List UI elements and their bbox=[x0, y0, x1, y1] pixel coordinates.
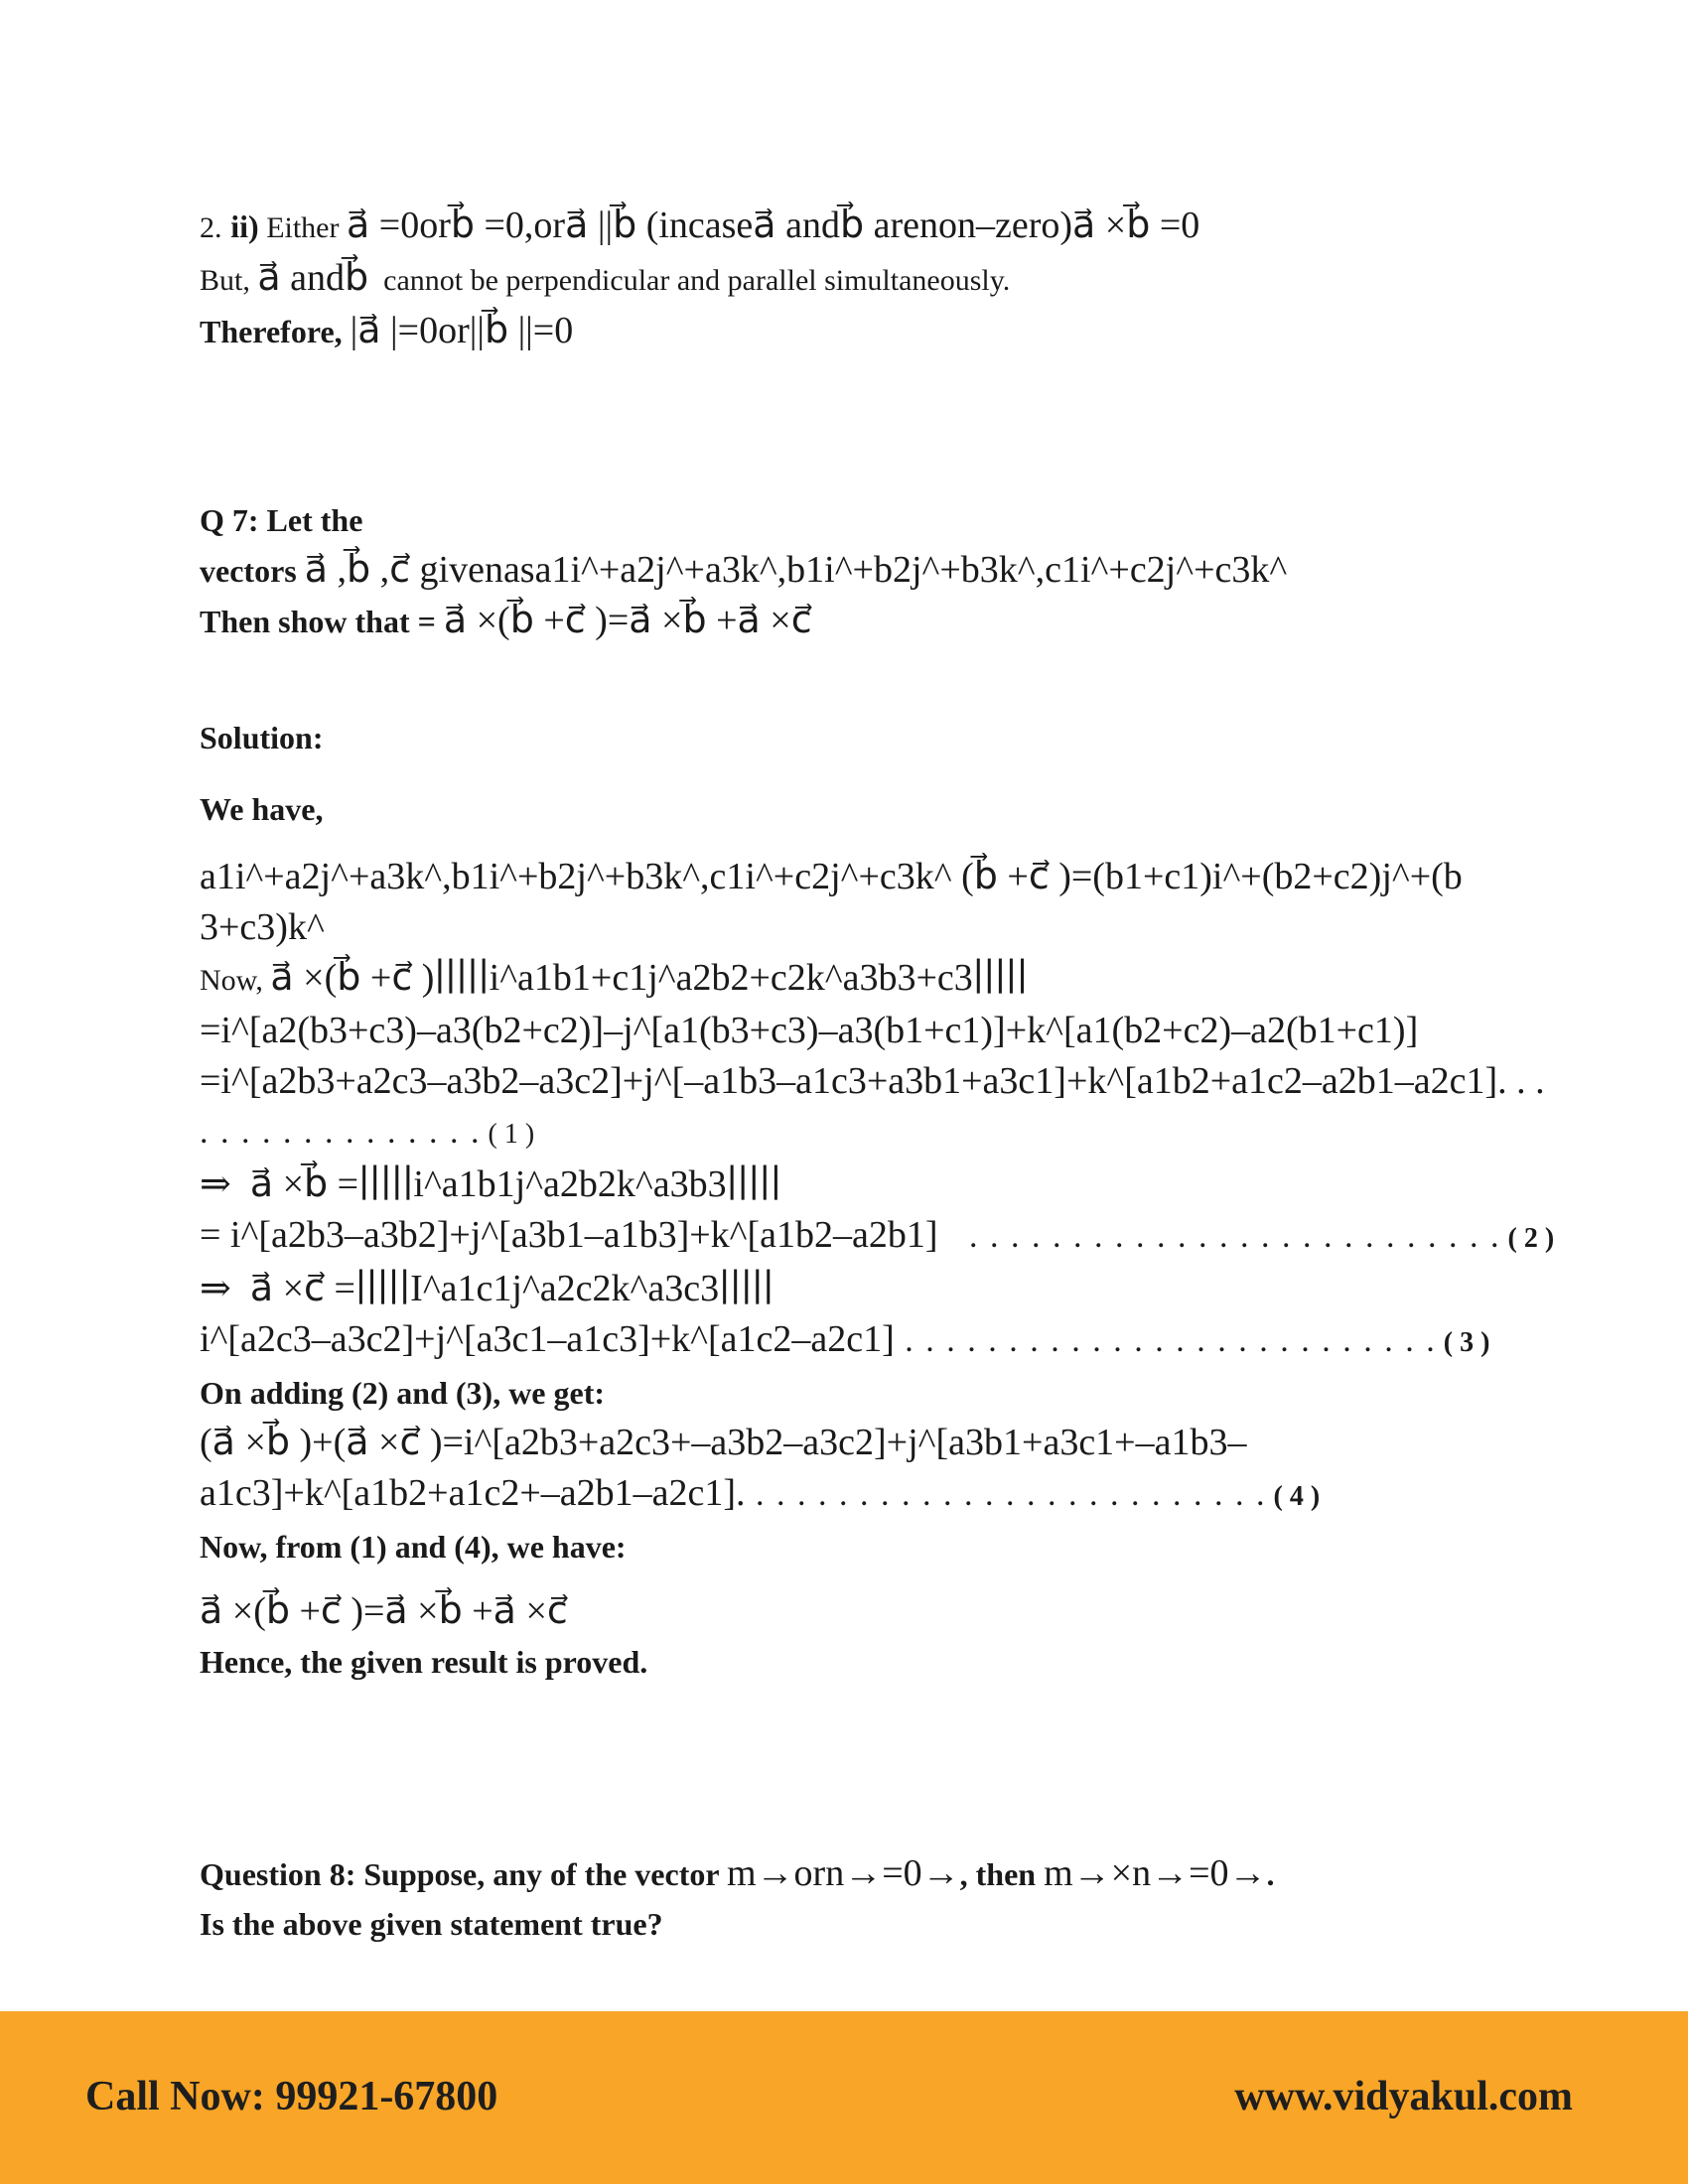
sol-line-4: =i^[a2(b3+c3)–a3(b2+c2)]–j^[a1(b3+c3)–a3(b1+c1)]+k^[a1(b2+c2)–a2(b1+c1)] bbox=[200, 1010, 1419, 1051]
q8-text-3: . bbox=[1266, 1856, 1275, 1892]
call-now: Call Now: 99921-67800 bbox=[85, 2074, 498, 2119]
sol-line-3: a⃗ ×(b⃗ +c⃗ )∣∣∣∣∣i^a1b1+c1j^a2b2+c2k^a3b3+c3∣∣∣∣∣ bbox=[270, 957, 1029, 999]
solution-derivation bbox=[200, 852, 1555, 1418]
section-2-ii bbox=[200, 201, 1490, 356]
we-have-block bbox=[200, 784, 1490, 834]
final-result: a⃗ ×(b⃗ +c⃗ )=a⃗ ×b⃗ +a⃗ ×c⃗ bbox=[200, 1590, 568, 1632]
sol-line-8: = i^[a2b3–a3b2]+j^[a3b1–a1b3]+k^[a1b2–a2b1] bbox=[200, 1214, 938, 1256]
q8-math-1: m→orn→=0→ bbox=[726, 1852, 960, 1894]
q7-title: Q 7: Let the bbox=[200, 502, 363, 538]
sol-line-9: ⇒ a⃗ ×c⃗ =∣∣∣∣∣I^a1c1j^a2c2k^a3c3∣∣∣∣∣ bbox=[200, 1268, 774, 1309]
q7-vectors-label: vectors bbox=[200, 553, 305, 589]
result-block bbox=[200, 1586, 1490, 1687]
website-link[interactable]: www.vidyakul.com bbox=[1234, 2074, 1573, 2119]
q8-text-1: Question 8: Suppose, any of the vector bbox=[200, 1856, 727, 1892]
eq-number-1: ( 1 ) bbox=[481, 1119, 535, 1150]
sol-line-7: ⇒ a⃗ ×b⃗ =∣∣∣∣∣i^a1b1j^a2b2k^a3b3∣∣∣∣∣ bbox=[200, 1163, 781, 1205]
q8-line-2: Is the above given statement true? bbox=[200, 1906, 663, 1942]
question-7 bbox=[200, 495, 1490, 646]
footer-banner bbox=[0, 2011, 1688, 2184]
q8-text-2: , then bbox=[959, 1856, 1045, 1892]
we-have: We have, bbox=[200, 791, 324, 827]
therefore-label: Therefore, bbox=[200, 314, 351, 349]
item-label: ii) bbox=[230, 208, 259, 244]
question-8 bbox=[200, 1848, 1490, 1949]
sol-dots-2: . . . . . . . . . . . . . . . . . . . . . . . . . . bbox=[937, 1218, 1501, 1255]
sol-line-5: =i^[a2b3+a2c3–a3b2–a3c2]+j^[–a1b3–a1c3+a3b1+a3c1]+k^[a1b2+a1c2–a2b1–a2c1]. . . bbox=[200, 1060, 1545, 1102]
q8-math-2: m→×n→=0→ bbox=[1044, 1852, 1267, 1894]
sol-line-11: (a⃗ ×b⃗ )+(a⃗ ×c⃗ )=i^[a2b3+a2c3+–a3b2–a3c2]+j^[a3b1+a3c1+–a1b3– bbox=[200, 1422, 1247, 1463]
eq-number-2: ( 2 ) bbox=[1500, 1223, 1555, 1254]
solution-heading: Solution: bbox=[200, 720, 324, 755]
on-adding: On adding (2) and (3), we get: bbox=[200, 1375, 606, 1411]
either-math: a⃗ =0orb⃗ =0,ora⃗ ||b⃗ (incasea⃗ andb⃗ arenon–zero)a⃗ ×b⃗ =0 bbox=[347, 205, 1200, 246]
but-text: But, bbox=[200, 264, 258, 297]
sol-dots-4: . . . . . . . . . . . . . . . . . . . . . . . . . bbox=[745, 1476, 1267, 1513]
sol-dots-1: . . . . . . . . . . . . . . bbox=[200, 1114, 482, 1151]
sol-dots-3: . . . . . . . . . . . . . . . . . . . . . . . . . . bbox=[894, 1322, 1437, 1359]
q7-show-math: a⃗ ×(b⃗ +c⃗ )=a⃗ ×b⃗ +a⃗ ×c⃗ bbox=[443, 600, 812, 641]
eq-number-4: ( 4 ) bbox=[1266, 1481, 1321, 1512]
q7-show-label: Then show that = bbox=[200, 604, 444, 639]
but-rest: cannot be perpendicular and parallel simultaneously. bbox=[368, 264, 1011, 297]
but-math: a⃗ andb⃗ bbox=[257, 257, 369, 299]
sol-line-2: 3+c3)k^ bbox=[200, 906, 325, 948]
now-text: Now, bbox=[200, 964, 271, 997]
q7-vectors-math: a⃗ ,b⃗ ,c⃗ givenasa1i^+a2j^+a3k^,b1i^+b2j^+b3k^,c1i^+c2j^+c3k^ bbox=[304, 549, 1288, 591]
now-from: Now, from (1) and (4), we have: bbox=[200, 1529, 627, 1565]
item-number: 2. bbox=[200, 211, 222, 244]
sol-line-10: i^[a2c3–a3c2]+j^[a3c1–a1c3]+k^[a1c2–a2c1] bbox=[200, 1318, 895, 1360]
therefore-math: |a⃗ |=0or||b⃗ ||=0 bbox=[350, 310, 574, 351]
solution-heading-block bbox=[200, 713, 1490, 762]
sum-block bbox=[200, 1418, 1490, 1571]
hence-proved: Hence, the given result is proved. bbox=[200, 1644, 648, 1680]
sol-line-12: a1c3]+k^[a1b2+a1c2+–a2b1–a2c1]. bbox=[200, 1472, 746, 1514]
sol-line-1: a1i^+a2j^+a3k^,b1i^+b2j^+b3k^,c1i^+c2j^+c3k^ (b⃗ +c⃗ )=(b1+c1)i^+(b2+c2)j^+(b bbox=[200, 856, 1463, 897]
either-text: Either bbox=[258, 211, 347, 244]
eq-number-3: ( 3 ) bbox=[1436, 1327, 1490, 1358]
